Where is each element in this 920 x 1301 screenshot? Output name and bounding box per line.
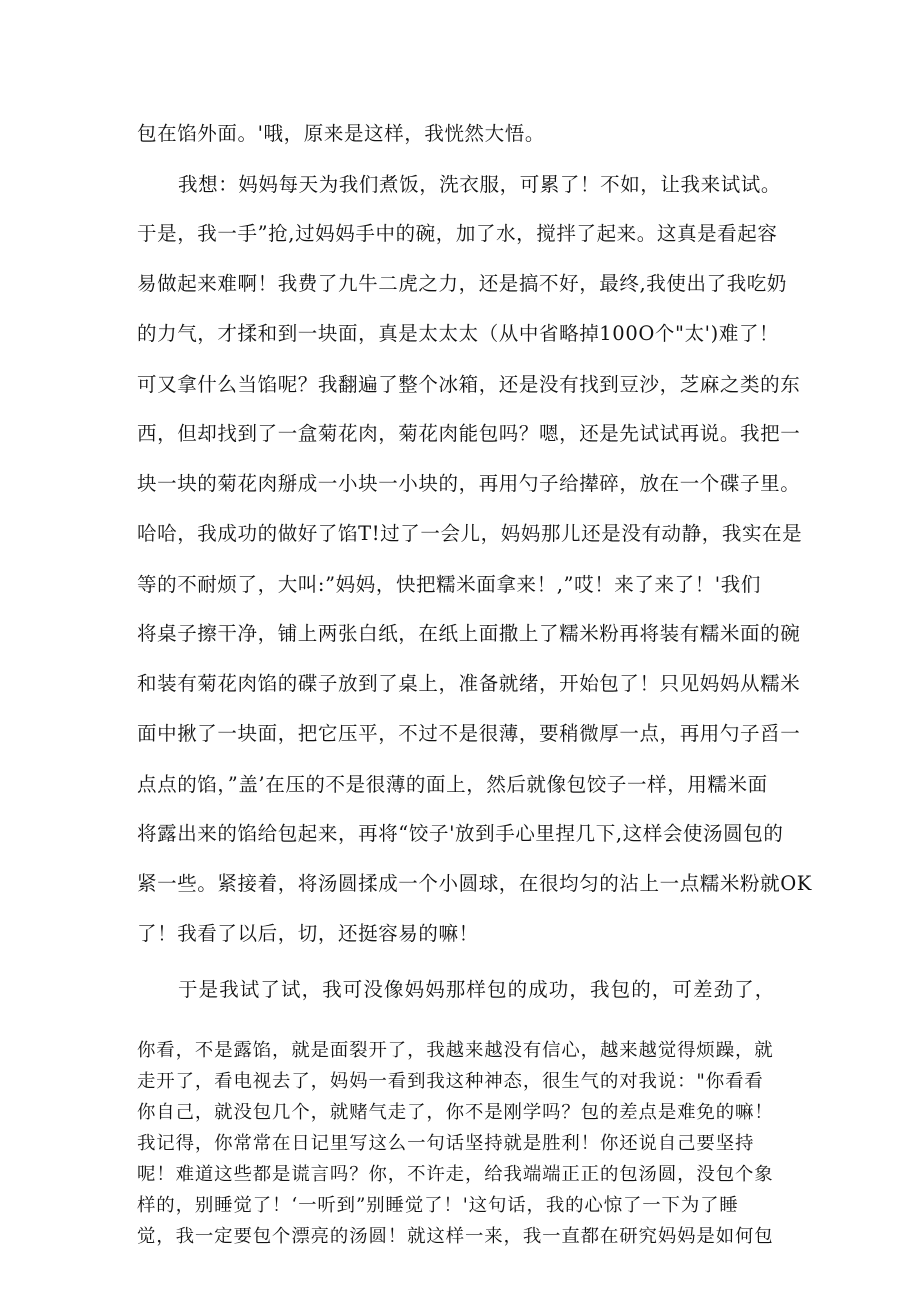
text-line: 将露出来的馅给包起来，再将“饺子'放到手心里捏几下,这样会使汤圆包的 (137, 822, 784, 845)
paragraph-first-line: 于是我试了试，我可没像妈妈那样包的成功，我包的，可差劲了， (178, 978, 776, 1001)
paragraph-first-line: 我想：妈妈每天为我们煮饭，洗衣服，可累了！不如，让我来试试。 (178, 173, 782, 196)
text-line: 和装有菊花肉馅的碟子放到了桌上，准备就绪，开始包了！只见妈妈从糯米 (137, 672, 801, 695)
text-line: 西，但却找到了一盒菊花肉，菊花肉能包吗？嗯，还是先试试再说。我把一 (137, 422, 801, 445)
text-line: 可又拿什么当馅呢？我翻遍了整个冰箱，还是没有找到豆沙，芝麻之类的东 (137, 373, 801, 396)
text-line: 面中揪了一块面，把它压平，不过不是很薄，要稍微厚一点，再用勺子舀一 (137, 722, 801, 745)
text-line: 我记得，你常常在日记里写这么一句话坚持就是胜利！你还说自己要坚持 (137, 1133, 755, 1154)
text-line: 样的，别睡觉了！‘一听到”别睡觉了！'这句话，我的心惊了一下为了睡 (137, 1195, 739, 1216)
text-line: 你看，不是露馅，就是面裂开了，我越来越没有信心，越来越觉得烦躁，就 (137, 1040, 774, 1061)
text-line: 呢！难道这些都是谎言吗？你，不许走，给我端端正正的包汤圆，没包个象 (137, 1164, 774, 1185)
text-line: 等的不耐烦了，大叫:”妈妈，快把糯米面拿来！,”哎！来了来了！'我们 (137, 573, 761, 596)
text-line: 于是，我一手”抢,过妈妈手中的碗，加了水，搅拌了起来。这真是看起容 (137, 222, 778, 245)
text-line: 你自己，就没包几个，就赌气走了，你不是刚学吗？包的差点是难免的嘛！ (137, 1102, 774, 1123)
text-line: 易做起来难啊！我费了九牛二虎之力，还是搞不好，最终,我使出了我吃奶 (137, 272, 787, 295)
text-line: 块一块的菊花肉掰成一小块一小块的，再用勺子给撵碎，放在一个碟子里。 (137, 472, 801, 495)
text-line: 走开了，看电视去了，妈妈一看到我这种神态，很生气的对我说："你看看 (137, 1071, 764, 1092)
text-line: 点点的馅，”盖’在压的不是很薄的面上，然后就像包饺子一样，用糯米面 (137, 773, 768, 796)
text-line: 将桌子擦干净，铺上两张白纸，在纸上面撒上了糯米粉再将装有糯米面的碗 (137, 622, 801, 645)
text-line: 紧一些。紧接着，将汤圆揉成一个小圆球，在很均匀的沾上一点糯米粉就OK (137, 872, 812, 895)
text-line: 哈哈，我成功的做好了馅T!过了一会儿，妈妈那儿还是没有动静，我实在是 (137, 522, 803, 545)
text-line: 了！我看了以后，切，还挺容易的嘛！ (137, 922, 479, 945)
text-line: 的力气，才揉和到一块面，真是太太太（从中省略掉100O个"太')难了！ (137, 322, 780, 345)
text-line: 包在馅外面。'哦，原来是这样，我恍然大悟。 (137, 122, 545, 145)
text-line: 觉，我一定要包个漂亮的汤圆！就这样一来，我一直都在研究妈妈是如何包 (137, 1226, 774, 1247)
